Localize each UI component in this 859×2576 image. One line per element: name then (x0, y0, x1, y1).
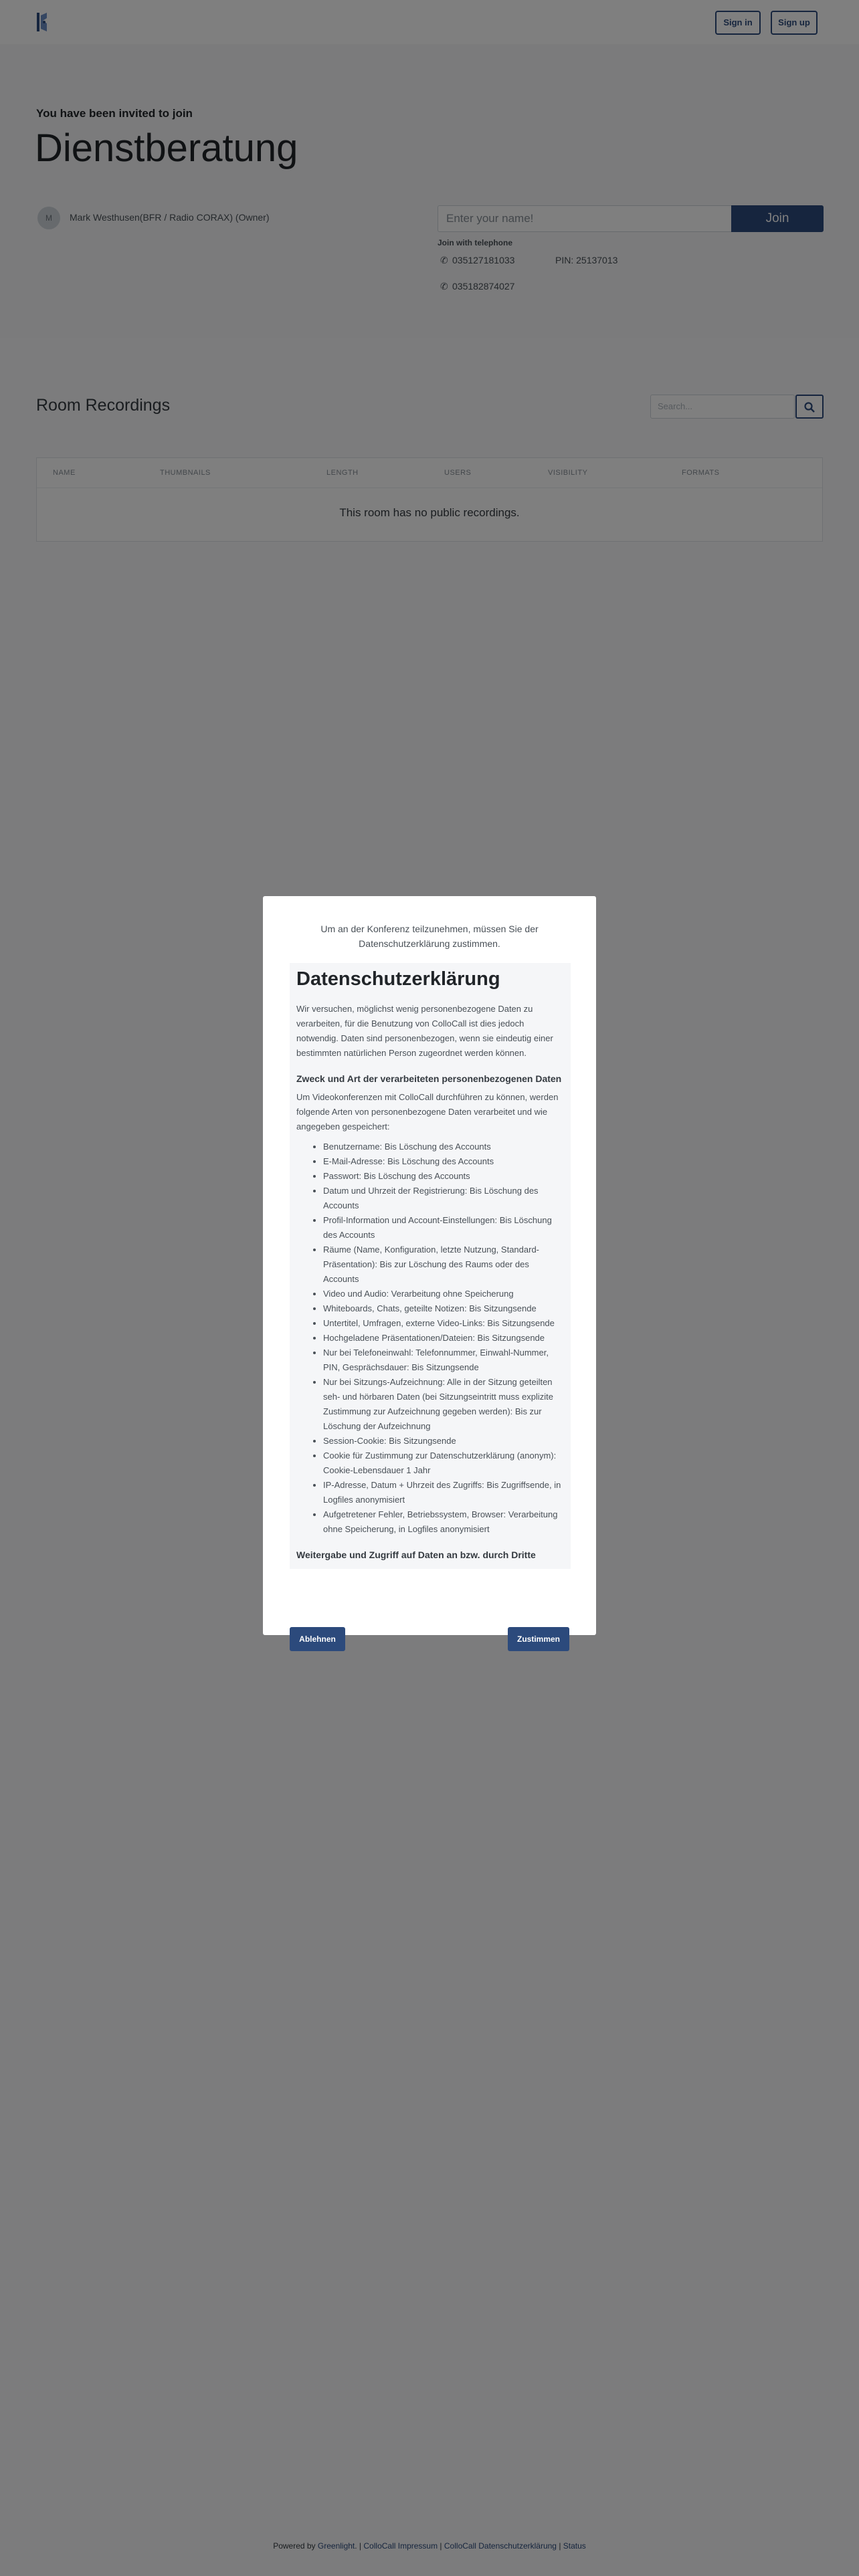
privacy-title: Datenschutzerklärung (296, 968, 500, 990)
accept-button[interactable]: Zustimmen (508, 1627, 569, 1651)
privacy-consent-modal (263, 896, 596, 1644)
privacy-data-list (296, 1140, 564, 1537)
list-item: • Datum und Uhrzeit der Registrierung: Bis Löschung des Accounts (323, 1184, 564, 1213)
list-item: • Nur bei Telefoneinwahl: Telefonnummer, Einwahl-Nummer, PIN, Gesprächsdauer: Bis Sitzungsende (323, 1346, 564, 1375)
modal-intro-text: Um an der Konferenz teilzunehmen, müssen Sie der Datenschutzerklärung zustimmen. (320, 924, 539, 949)
privacy-heading: Zweck und Art der verarbeiteten personenbezogenen Daten (296, 1073, 562, 1084)
list-item: • Cookie für Zustimmung zur Datenschutzerklärung (anonym): Cookie-Lebensdauer 1 Jahr (323, 1448, 564, 1478)
list-item: • Nur bei Sitzungs-Aufzeichnung: Alle in der Sitzung geteilten seh- und hörbaren Daten (bei Sitzungseintritt muss explizite Zustimmung zur Aufzeichnung gegeben werden): Bis zur Löschung der Aufzeichnung (323, 1375, 564, 1434)
list-item: • Video und Audio: Verarbeitung ohne Speicherung (323, 1287, 564, 1301)
list-item: • Session-Cookie: Bis Sitzungsende (323, 1434, 564, 1448)
decline-button[interactable]: Ablehnen (290, 1627, 345, 1651)
list-item: • Räume (Name, Konfiguration, letzte Nutzung, Standard-Präsentation): Bis zur Löschung des Raums oder des Accounts (323, 1243, 564, 1287)
privacy-paragraph: Um Videokonferenzen mit ColloCall durchführen zu können, werden folgende Arten von personenbezogene Daten verarbeitet und wie angegeben gespeichert: (296, 1092, 559, 1132)
privacy-heading: Weitergabe und Zugriff auf Daten an bzw. durch Dritte (296, 1549, 536, 1560)
list-item: • Passwort: Bis Löschung des Accounts (323, 1169, 564, 1184)
list-item: • Untertitel, Umfragen, externe Video-Links: Bis Sitzungsende (323, 1316, 564, 1331)
list-item: • Hochgeladene Präsentationen/Dateien: Bis Sitzungsende (323, 1331, 564, 1346)
list-item: • Whiteboards, Chats, geteilte Notizen: Bis Sitzungsende (323, 1301, 564, 1316)
list-item: • IP-Adresse, Datum + Uhrzeit des Zugriffs: Bis Zugriffsende, in Logfiles anonymisiert (323, 1478, 564, 1507)
list-item: • Aufgetretener Fehler, Betriebssystem, Browser: Verarbeitung ohne Speicherung, in Logfiles anonymisiert (323, 1507, 564, 1537)
privacy-policy-scroll[interactable] (290, 963, 571, 1569)
list-item: • E-Mail-Adresse: Bis Löschung des Accounts (323, 1154, 564, 1169)
list-item: • Benutzername: Bis Löschung des Accounts (323, 1140, 564, 1154)
privacy-paragraph: Wir versuchen, möglichst wenig personenbezogene Daten zu verarbeiten, für die Benutzung von ColloCall ist dies jedoch notwendig. Daten sind personenbezogen, wenn sie eindeutig einer bestimmten natürlichen Person zugeordnet werden können. (296, 1004, 553, 1058)
list-item: • Profil-Information und Account-Einstellungen: Bis Löschung des Accounts (323, 1213, 564, 1243)
